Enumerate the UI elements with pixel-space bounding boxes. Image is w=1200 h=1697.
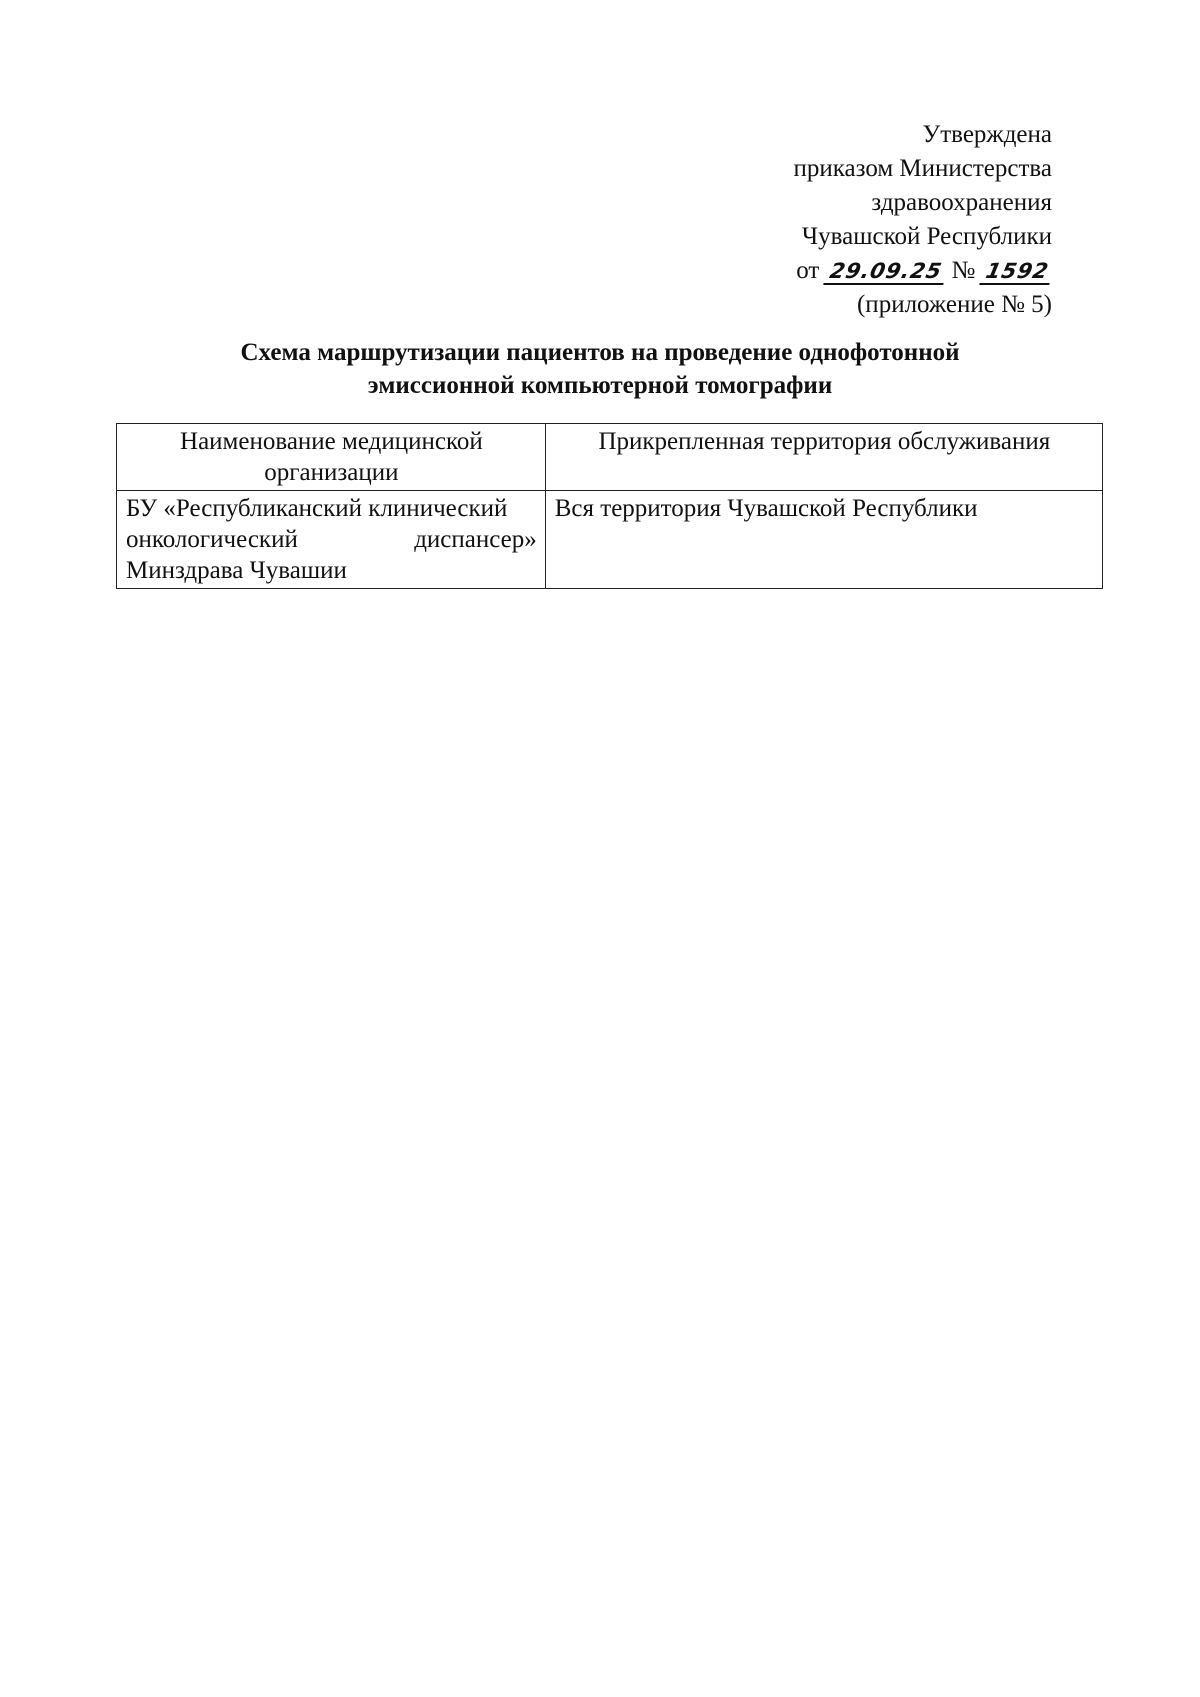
approval-line-3: здравоохранения	[871, 189, 1052, 216]
appendix-label: (приложение № 5)	[856, 291, 1052, 318]
approval-block	[793, 118, 1052, 322]
org-line-1: БУ «Республиканский клинический	[126, 495, 508, 522]
table-row	[117, 491, 1103, 589]
approval-line-4: Чувашской Республики	[801, 223, 1052, 250]
cell-organization	[117, 491, 546, 589]
document-title	[0, 336, 1200, 402]
header-organization: Наименование медицинской организации	[117, 424, 546, 491]
table-header-row	[117, 424, 1103, 491]
title-line-2: эмиссионной компьютерной томографии	[367, 372, 833, 399]
header-territory: Прикрепленная территория обслуживания	[545, 424, 1102, 491]
date-prefix: от	[796, 257, 820, 284]
approval-line-1: Утверждена	[922, 121, 1052, 148]
org-line-3: Минздрава Чувашии	[126, 557, 347, 584]
title-line-1: Схема маршрутизации пациентов на проведение однофотонной	[240, 339, 960, 366]
org-line-2-left: онкологический	[126, 526, 298, 553]
cell-territory: Вся территория Чувашской Республики	[545, 491, 1102, 589]
org-line-2-right: диспансер»	[414, 526, 537, 553]
approval-line-2: приказом Министерства	[793, 155, 1052, 182]
handwritten-number: 1592	[979, 259, 1055, 285]
routing-table	[116, 423, 1103, 589]
org-line-2	[126, 524, 537, 555]
handwritten-date: 29.09.25	[823, 259, 948, 285]
number-prefix: №	[951, 257, 976, 284]
approval-date-number-line	[793, 254, 1052, 288]
